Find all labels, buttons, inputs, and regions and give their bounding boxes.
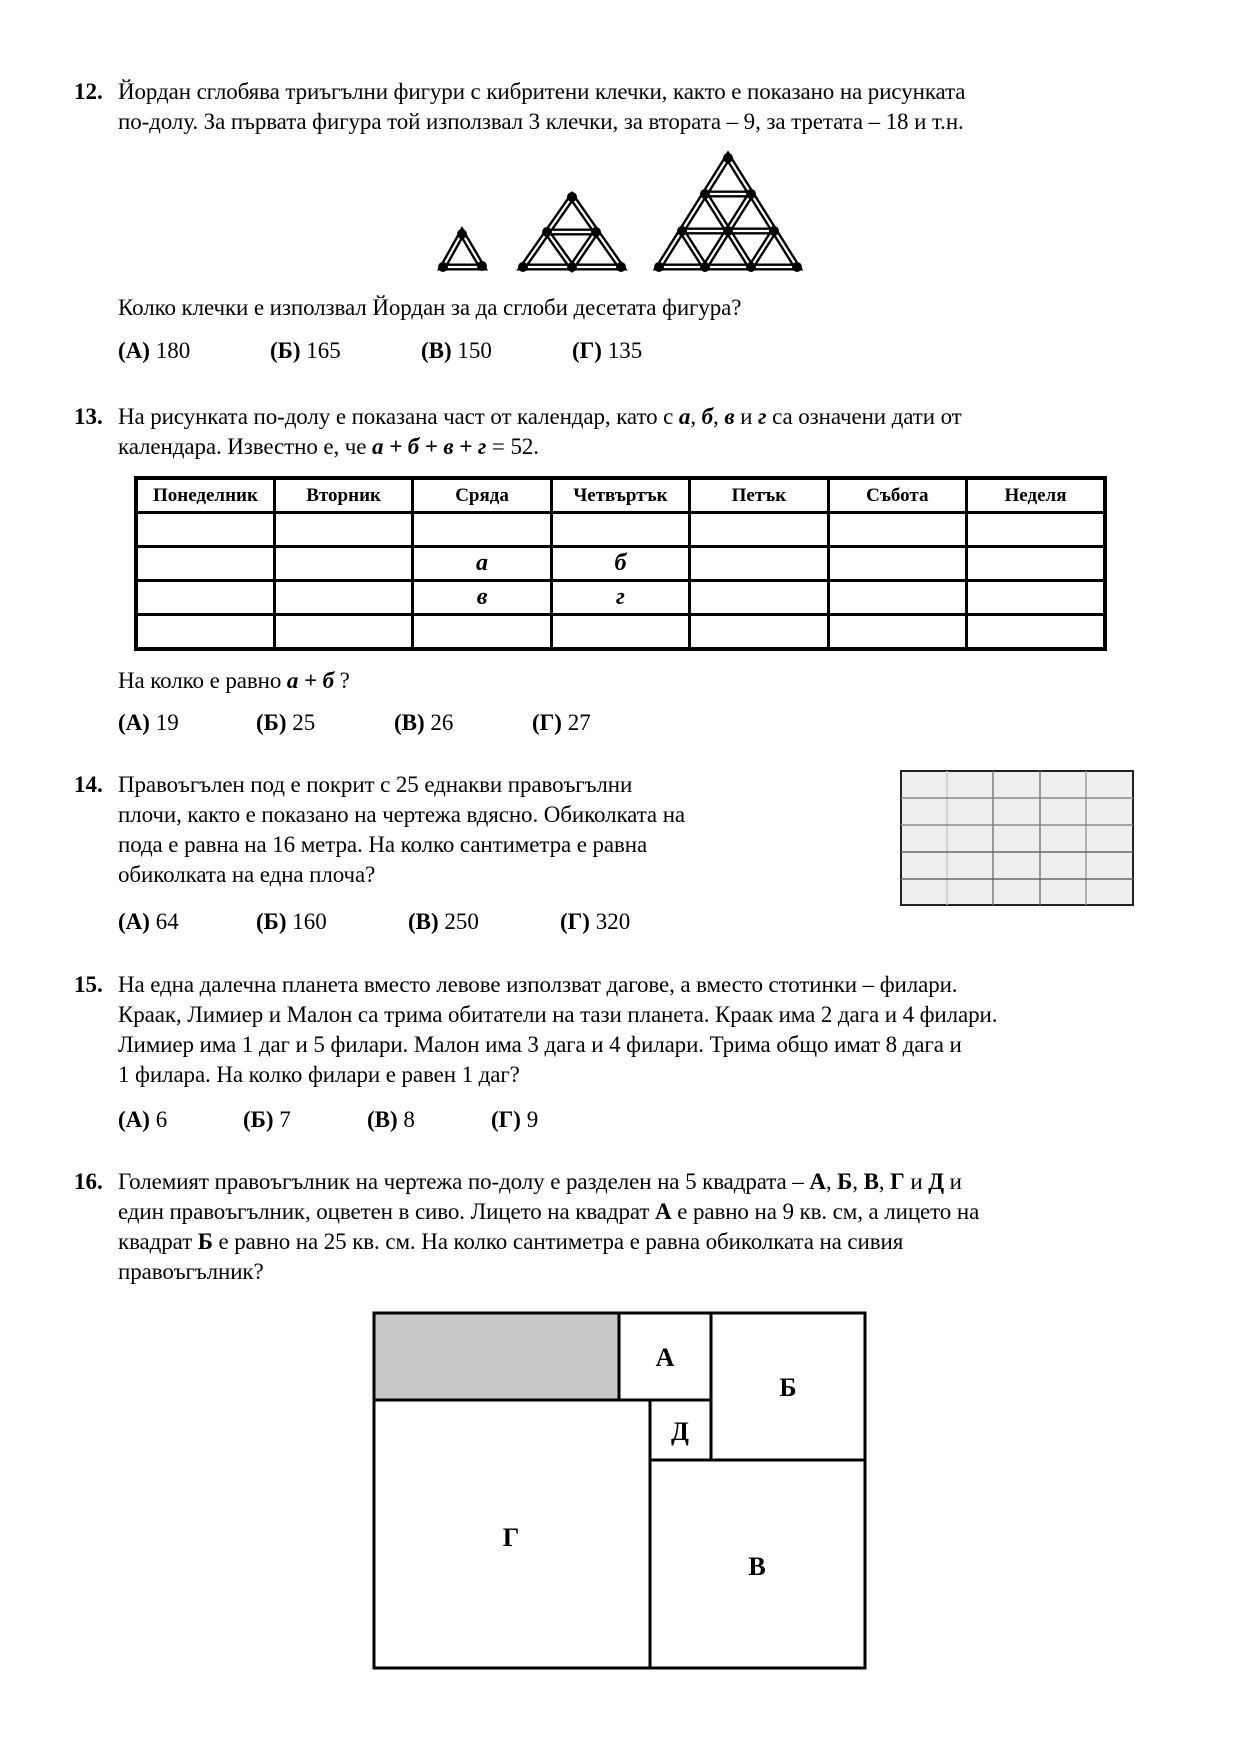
- calendar-cell: [136, 615, 274, 650]
- problem-text-line: обиколката на една плоча?: [118, 862, 376, 887]
- option-v[interactable]: (В) 250: [408, 909, 479, 934]
- option-a[interactable]: (А) 64: [118, 909, 179, 934]
- calendar-cell: [690, 615, 828, 650]
- problem-question: На колко е равно а + б ?: [118, 668, 350, 693]
- square-label-b: Б: [779, 1373, 797, 1402]
- calendar-cell: [828, 581, 966, 615]
- option-a[interactable]: (А) 6: [118, 1107, 168, 1132]
- matchstick-triangles-figure: [0, 0, 1240, 290]
- problem-text-line: квадрат Б е равно на 25 кв. см. На колко сантиметра е равна обиколката на сивия: [118, 1229, 904, 1254]
- calendar-cell: [690, 581, 828, 615]
- square-label-a: А: [655, 1343, 675, 1372]
- option-b[interactable]: (Б) 7: [243, 1107, 291, 1132]
- problem-number: 12.: [74, 79, 103, 104]
- calendar-cell: [136, 513, 274, 547]
- problem-text-line: правоъгълник?: [118, 1259, 264, 1284]
- problem-text-line: пода е равна на 16 метра. На колко сантиметра е равна: [118, 832, 648, 857]
- calendar-header: Петък: [690, 478, 828, 513]
- calendar-cell: [274, 581, 412, 615]
- calendar-cell-a: а: [413, 547, 551, 581]
- problem-text-line: календара. Известно е, че а + б + в + г = 52.: [118, 434, 539, 459]
- calendar-cell: [274, 615, 412, 650]
- problem-text-line: На рисунката по-долу е показана част от календар, като с а, б, в и г са означени дати от: [118, 404, 962, 429]
- calendar-cell-v: в: [413, 581, 551, 615]
- option-a[interactable]: (А) 19: [118, 710, 179, 735]
- calendar-cell: [136, 581, 274, 615]
- calendar-cell: [828, 513, 966, 547]
- problem-text-line: На една далечна планета вместо левове използват дагове, а вместо стотинки – филари.: [118, 972, 958, 997]
- option-g[interactable]: (Г) 9: [491, 1107, 539, 1132]
- problem-text-line: Краак, Лимиер и Малон са трима обитатели на тази планета. Краак има 2 дага и 4 филари.: [118, 1002, 998, 1027]
- calendar-cell: [967, 615, 1105, 650]
- calendar-header: Понеделник: [136, 478, 274, 513]
- calendar-cell: [690, 513, 828, 547]
- calendar-row: [136, 615, 1105, 650]
- calendar-cell: [967, 513, 1105, 547]
- calendar-cell: [551, 615, 689, 650]
- calendar-cell: [690, 547, 828, 581]
- calendar-cell: [828, 547, 966, 581]
- calendar-header-row: [136, 478, 1105, 513]
- calendar-cell: [413, 513, 551, 547]
- calendar-cell: [967, 581, 1105, 615]
- calendar-header: Неделя: [967, 478, 1105, 513]
- calendar-row: [136, 513, 1105, 547]
- problem-number: 13.: [74, 404, 103, 429]
- calendar-cell: [136, 547, 274, 581]
- calendar-header: Сряда: [413, 478, 551, 513]
- problem-text-line: по-долу. За първата фигура той използвал 3 клечки, за втората – 9, за третата – 18 и т.н.: [118, 109, 964, 134]
- problem-number: 15.: [74, 972, 103, 997]
- option-a[interactable]: (А) 180: [118, 338, 191, 363]
- option-v[interactable]: (В) 26: [394, 710, 454, 735]
- calendar-row: [136, 547, 1105, 581]
- triangle-figure-3: [659, 157, 797, 267]
- calendar-cell: [967, 547, 1105, 581]
- calendar-table: [134, 476, 1107, 651]
- option-b[interactable]: (Б) 165: [270, 338, 341, 363]
- problem-text-line: 1 филара. На колко филари е равен 1 даг?: [118, 1062, 520, 1087]
- problem-text-line: един правоъгълник, оцветен в сиво. Лицето на квадрат А е равно на 9 кв. см, а лицето на: [118, 1199, 980, 1224]
- square-label-d: Д: [671, 1417, 689, 1446]
- option-b[interactable]: (Б) 160: [256, 909, 327, 934]
- option-v[interactable]: (В) 8: [367, 1107, 415, 1132]
- problem-text-line: Правоъгълен под е покрит с 25 еднакви правоъгълни: [118, 772, 633, 797]
- calendar-header: Четвъртък: [551, 478, 689, 513]
- tile-grid-figure: [900, 770, 1136, 908]
- option-g[interactable]: (Г) 27: [532, 710, 591, 735]
- calendar-cell: [413, 615, 551, 650]
- square-label-v: В: [748, 1552, 766, 1581]
- problem-text-line: Лимиер има 1 даг и 5 филари. Малон има 3 дага и 4 филари. Трима общо имат 8 дага и: [118, 1032, 962, 1057]
- calendar-cell: [274, 547, 412, 581]
- gray-rectangle: [374, 1313, 619, 1400]
- calendar-header: Вторник: [274, 478, 412, 513]
- calendar-cell-b: б: [551, 547, 689, 581]
- problem-text-line: плочи, както е показано на чертежа вдясно. Обиколката на: [118, 802, 686, 827]
- square-label-g: Г: [502, 1523, 520, 1552]
- problem-question: Колко клечки е използвал Йордан за да сглоби десетата фигура?: [118, 295, 742, 320]
- problem-number: 16.: [74, 1169, 103, 1194]
- problem-text-line: Големият правоъгълник на чертежа по-долу е разделен на 5 квадрата – А, Б, В, Г и Д и: [118, 1169, 962, 1194]
- calendar-cell: [551, 513, 689, 547]
- option-g[interactable]: (Г) 320: [560, 909, 631, 934]
- problem-text-line: Йордан сглобява триъгълни фигури с кибритени клечки, както е показано на рисунката: [118, 79, 966, 104]
- option-b[interactable]: (Б) 25: [256, 710, 316, 735]
- calendar-cell: [828, 615, 966, 650]
- calendar-row: [136, 581, 1105, 615]
- problem-number: 14.: [74, 772, 103, 797]
- calendar-cell-g: г: [551, 581, 689, 615]
- option-v[interactable]: (В) 150: [421, 338, 492, 363]
- option-g[interactable]: (Г) 135: [572, 338, 643, 363]
- calendar-header: Събота: [828, 478, 966, 513]
- calendar-cell: [274, 513, 412, 547]
